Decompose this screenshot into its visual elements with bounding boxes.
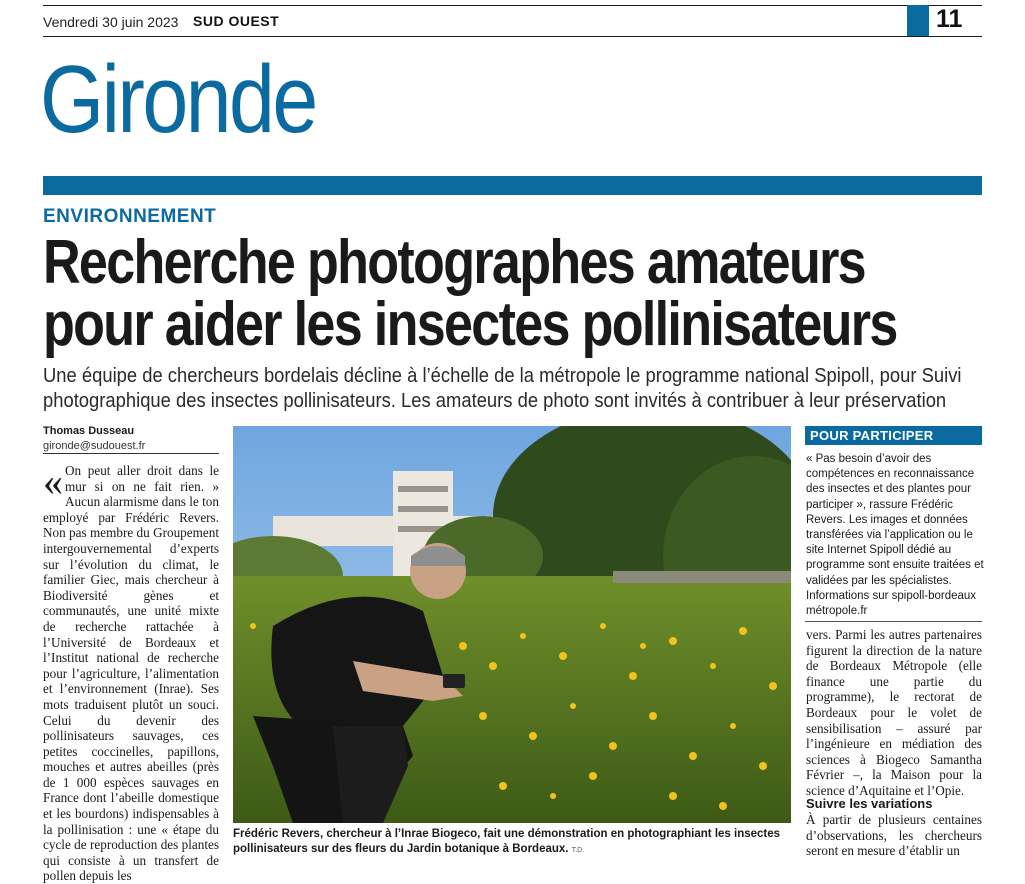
author-separator — [43, 453, 219, 454]
article-kicker: ENVIRONNEMENT — [43, 206, 217, 227]
article-standfirst — [43, 364, 962, 414]
body-text-3: vers. Parmi les autres partenaires figurent la direction de la nature de Bordeaux Métropole (elle finance une partie du programme), le rectorat de Bordeaux pour le volet de sensibilisation – assuré par l’ingénieure en médiation des sciences à Biogeco Samantha Février –, la Maison pour la science d’Aquitaine et l’Opie. — [806, 627, 982, 798]
author-email[interactable]: gironde@sudouest.fr — [43, 440, 146, 452]
newspaper-brand: SUD OUEST — [193, 13, 280, 29]
author-name: Thomas Dusseau — [43, 425, 135, 437]
drop-quote: « — [43, 459, 63, 504]
section-title: Gironde — [40, 46, 316, 153]
article-photo — [233, 426, 791, 823]
caption-text: Frédéric Revers, chercheur à l’Inrae Biogeco, fait une démonstration en photographiant les insectes pollinisateurs sur des fleurs du Jardin botanique à Bordeaux. — [233, 828, 781, 855]
sidebar-separator — [805, 621, 982, 622]
article-subhead: Suivre les variations — [806, 796, 933, 811]
article-headline — [43, 228, 897, 359]
body-text-3b: À partir de plusieurs centaines d’observations, les chercheurs seront en mesure d’établir un — [806, 812, 982, 859]
article-body-column-3 — [806, 627, 982, 799]
sidebar-title: POUR PARTICIPER — [810, 428, 934, 443]
garden-photo-illustration — [233, 426, 791, 823]
sidebar-text: « Pas besoin d’avoir des compétences en reconnaissance des insectes et des plantes pour participer », rassure Frédéric Revers. Les images et données transférées via l’application ou le site Internet Spipoll dédié au programme sont ensuite traitées et validées par les spécialistes. Informations sur spipoll-bordeaux métropole.fr — [806, 453, 984, 618]
standfirst-line-1: Une équipe de chercheurs bordelais décline à l’échelle de la métropole le programme national Spipoll, pour Suivi — [43, 365, 962, 387]
issue-date: Vendredi 30 juin 2023 — [43, 14, 179, 30]
page-number: 11 — [936, 5, 963, 33]
section-bar — [43, 176, 982, 195]
page-number-marker — [907, 5, 929, 36]
standfirst-line-2: photographique des insectes pollinisateurs. Les amateurs de photo sont invités à contribuer à leur préservation — [43, 390, 947, 412]
headline-line-1: Recherche photographes amateurs — [43, 228, 865, 297]
headline-line-2: pour aider les insectes pollinisateurs — [43, 290, 897, 359]
photo-credit: T.D. — [571, 847, 585, 854]
top-rule — [43, 5, 982, 6]
article-body-column-1 — [43, 459, 219, 884]
body-text-1: On peut aller droit dans le mur si on ne fait rien. » Aucun alarmisme dans le ton employé par Frédéric Revers. Non pas membre du Groupement intergouvernemental d’experts sur l’évolution du climat, le familier Giec, mais chercheur à Biodiversité gènes et communautés, une unité mixte de recherche rattachée à l’Université de Bordeaux et l’Institut national de recherche pour l’agriculture, l’alimentation et l’environnement (Inrae). Ses mots traduisent plutôt un souci. Celui du devenir des pollinisateurs sauvages, ces petites coccinelles, papillons, mouches et autres abeilles (près de 1 000 espèces sauvages en France dont l’abeille domestique et les bourdons) indispensables à la pollinisation : une « étape du cycle de reproduction des plantes qui consiste à un transfert de pollen depuis les — [43, 463, 219, 884]
header-rule — [43, 36, 982, 37]
photo-caption — [233, 827, 793, 858]
